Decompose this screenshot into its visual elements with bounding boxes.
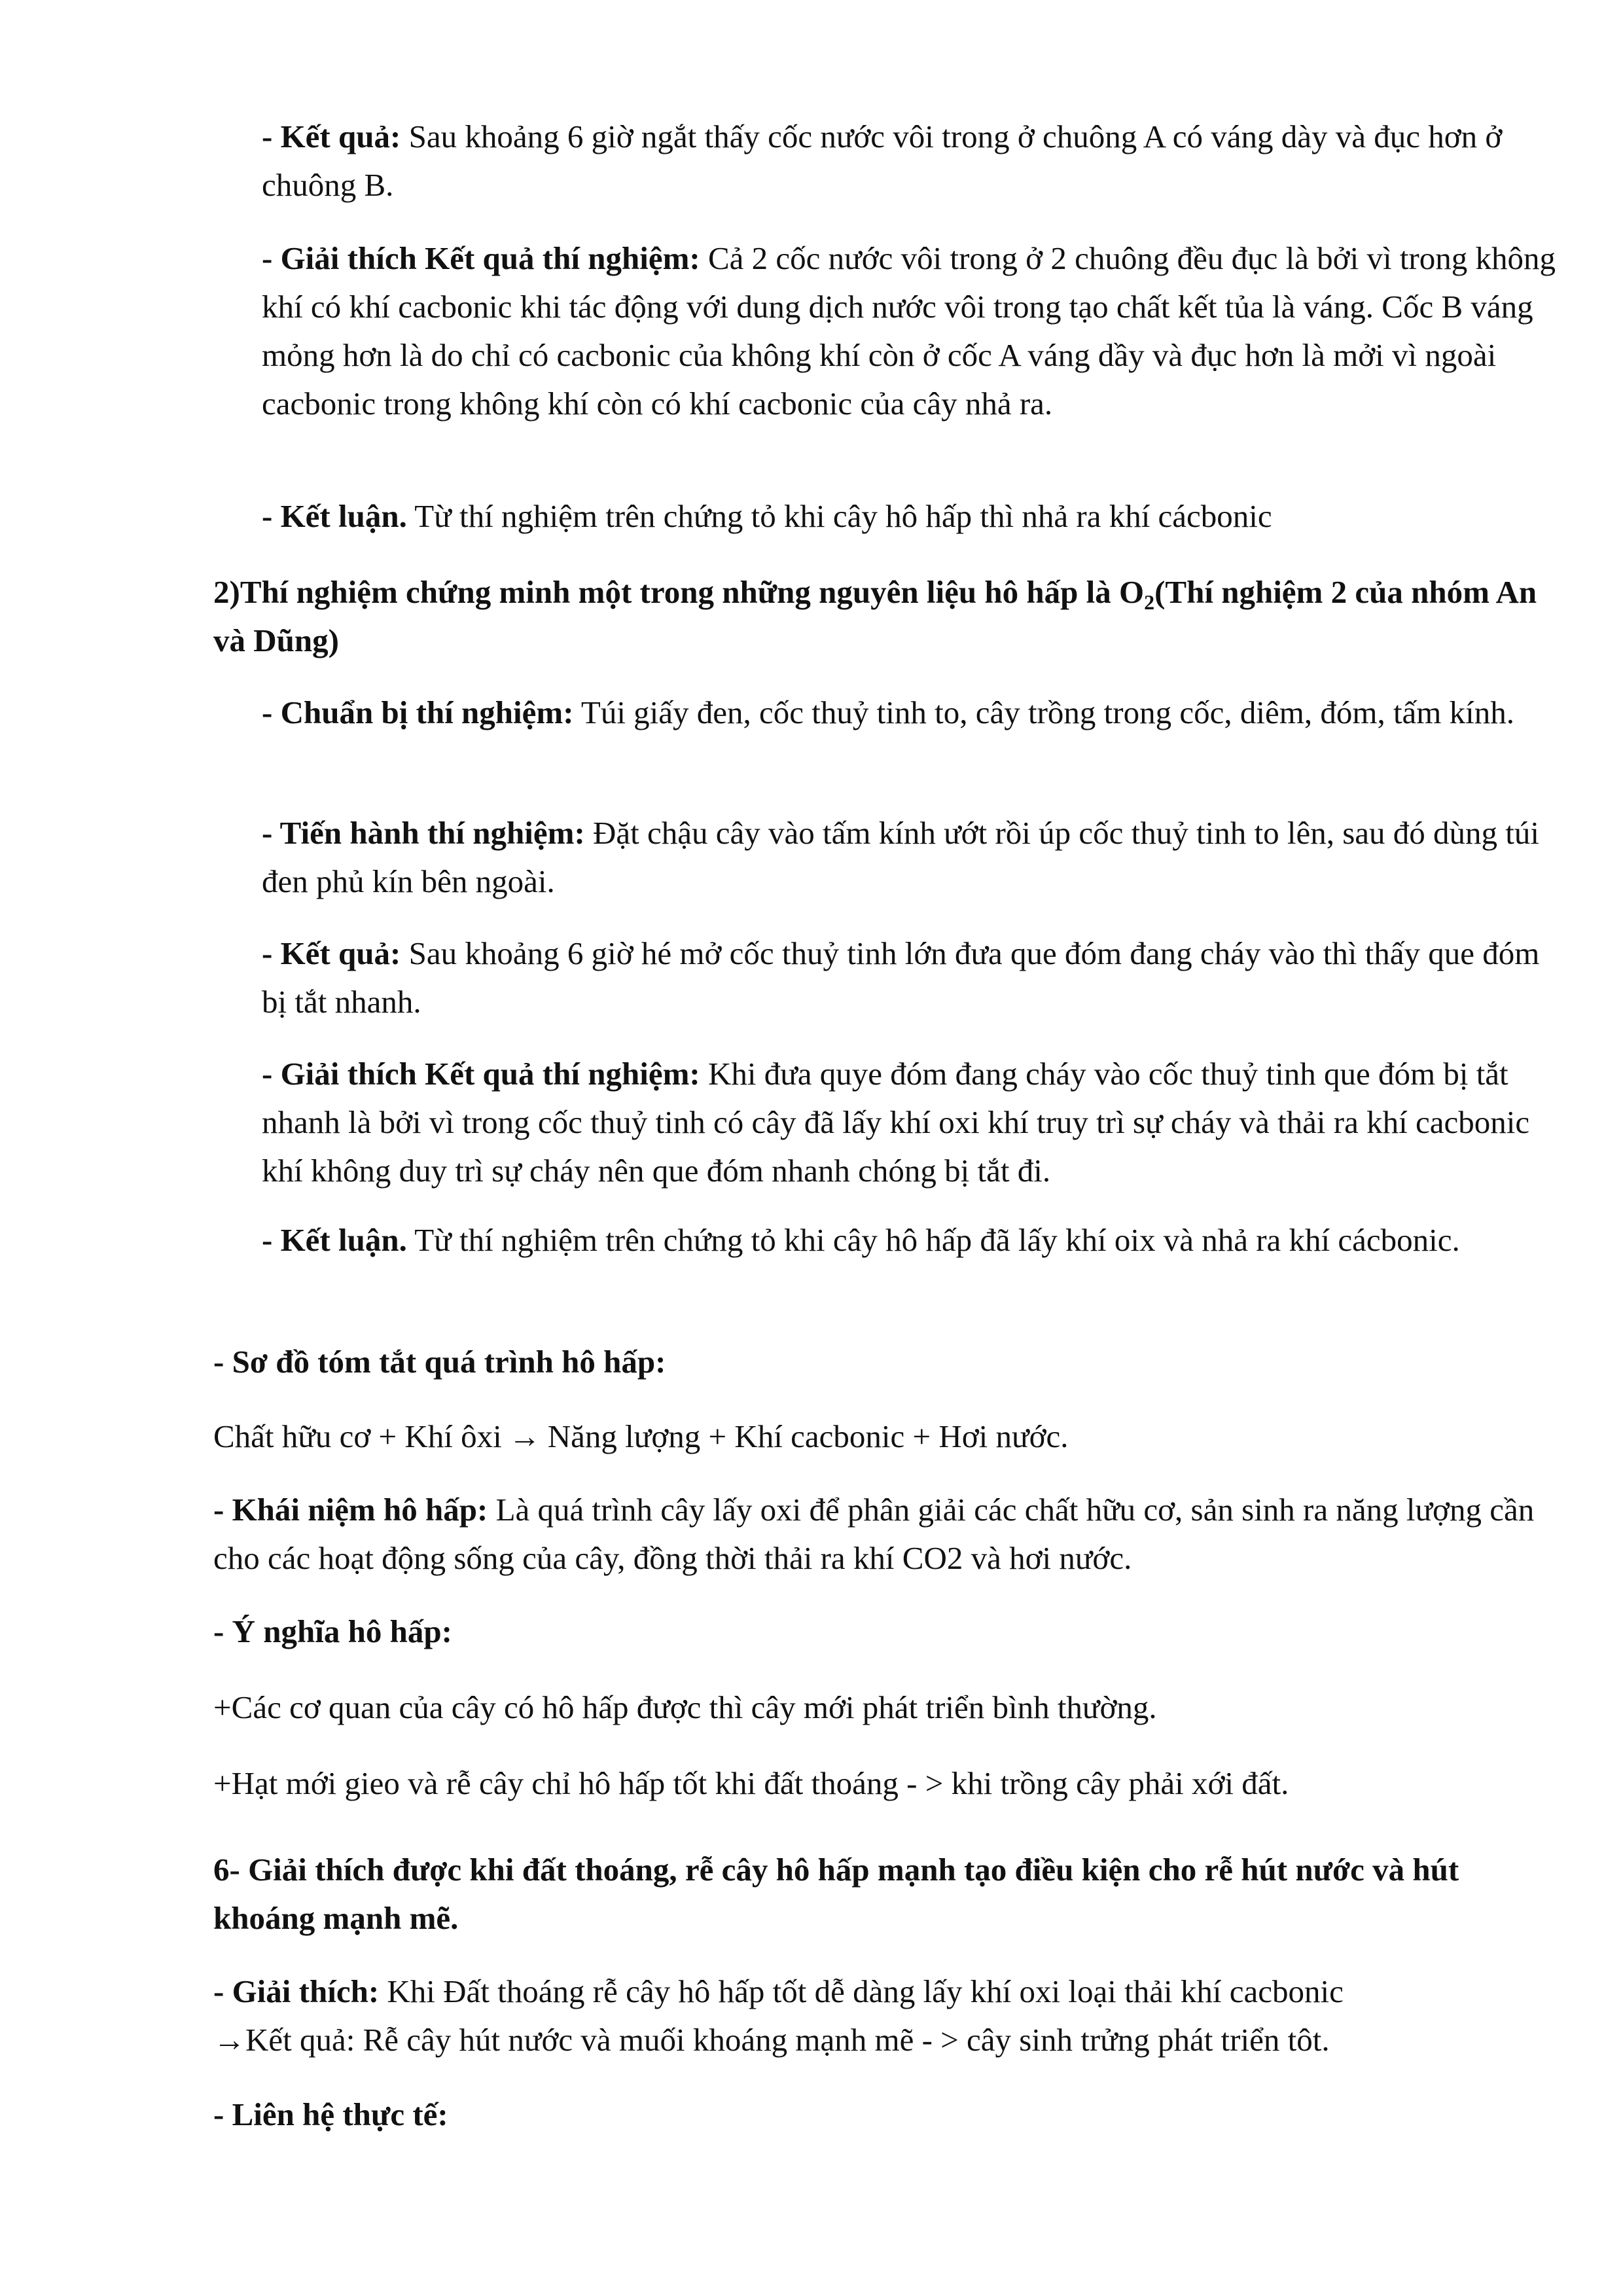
- giai-thich-2-label: - Giải thích Kết quả thí nghiệm:: [262, 1056, 700, 1092]
- respiration-equation: [213, 1412, 1564, 1461]
- ket-luan-1-label: - Kết luận.: [262, 498, 407, 534]
- khai-niem-label: - Khái niệm hô hấp:: [213, 1492, 488, 1528]
- section-2-heading-b: (Thí nghiệm 2 của nhóm An và Dũng): [213, 574, 1537, 658]
- lien-he-heading: - Liên hệ thực tế:: [213, 2096, 448, 2132]
- giai-thich-1-text: Cả 2 cốc nước vôi trong ở 2 chuông đều đục là bởi vì trong không khí có khí cacbonic khi tác động với dung dịch nước vôi trong tạo chất kết tủa là váng. Cốc B váng mỏng hơn là do chỉ có cacbonic của không khí còn ở cốc A váng dầy và đục hơn là mởi vì ngoài cacbonic trong không khí còn có khí cacbonic của cây nhả ra.: [262, 240, 1556, 422]
- section-2-heading-a: 2)Thí nghiệm chứng minh một trong những nguyên liệu hô hấp là O: [213, 574, 1145, 610]
- giai-thich-6-label: - Giải thích:: [213, 1973, 380, 2009]
- khai-niem-text: Là quá trình cây lấy oxi để phân giải các chất hữu cơ, sản sinh ra năng lượng cần cho các hoạt động sống của cây, đồng thời thải ra khí CO2 và hơi nước.: [213, 1492, 1535, 1576]
- y-nghia-item-2: +Hạt mới gieo và rễ cây chỉ hô hấp tốt khi đất thoáng - > khi trồng cây phải xới đất.: [213, 1765, 1289, 1801]
- ket-luan-1: [262, 492, 1564, 541]
- ket-qua-1-label: - Kết quả:: [262, 118, 401, 154]
- y-nghia-item-1: +Các cơ quan của cây có hô hấp được thì cây mới phát triển bình thường.: [213, 1689, 1157, 1725]
- chuan-bi-2: [262, 689, 1564, 737]
- ket-luan-1-text: Từ thí nghiệm trên chứng tỏ khi cây hô hấp thì nhả ra khí cácbonic: [414, 498, 1272, 534]
- right-arrow-icon: →: [213, 2022, 245, 2058]
- section-2-heading: [213, 568, 1564, 665]
- chuan-bi-2-text: Túi giấy đen, cốc thuỷ tinh to, cây trồng trong cốc, diêm, đóm, tấm kính.: [580, 694, 1515, 730]
- ket-qua-1: [262, 113, 1564, 209]
- ket-qua-2-label: - Kết quả:: [262, 935, 401, 971]
- khai-niem: [213, 1486, 1564, 1583]
- giai-thich-2-text: Khi đưa quye đóm đang cháy vào cốc thuỷ tinh que đóm bị tắt nhanh là bởi vì trong cốc thuỷ tinh có cây đã lấy khí oxi khí truy trì sự cháy và thải ra khí cacbonic khí không duy trì sự cháy nên que đóm nhanh chóng bị tắt đi.: [262, 1056, 1530, 1189]
- section-2-heading-subscript: 2: [1144, 590, 1155, 614]
- ket-luan-2: [262, 1216, 1564, 1265]
- ket-luan-2-text: Từ thí nghiệm trên chứng tỏ khi cây hô hấp đã lấy khí oix và nhả ra khí cácbonic.: [414, 1222, 1460, 1258]
- so-do-heading: - Sơ đồ tóm tắt quá trình hô hấp:: [213, 1344, 666, 1380]
- ket-qua-1-text: Sau khoảng 6 giờ ngắt thấy cốc nước vôi trong ở chuông A có váng dày và đục hơn ở chuông B.: [262, 118, 1503, 203]
- giai-thich-1-label: - Giải thích Kết quả thí nghiệm:: [262, 240, 700, 276]
- tien-hanh-2: [262, 809, 1564, 906]
- giai-thich-1: [262, 234, 1564, 428]
- ket-qua-2: [262, 929, 1564, 1026]
- tien-hanh-2-label: - Tiến hành thí nghiệm:: [262, 815, 585, 851]
- giai-thich-2: [262, 1050, 1564, 1195]
- chuan-bi-2-label: - Chuẩn bị thí nghiệm:: [262, 694, 574, 730]
- section-6-heading: 6- Giải thích được khi đất thoáng, rễ cây hô hấp mạnh tạo điều kiện cho rễ hút nước và hút khoáng mạnh mẽ.: [213, 1852, 1459, 1936]
- y-nghia-heading: - Ý nghĩa hô hấp:: [213, 1613, 452, 1649]
- giai-thich-6: [213, 1967, 1564, 2016]
- ket-qua-2-text: Sau khoảng 6 giờ hé mở cốc thuỷ tinh lớn đưa que đóm đang cháy vào thì thấy que đóm bị tắt nhanh.: [262, 935, 1540, 1020]
- ket-qua-6: [213, 2016, 1564, 2064]
- ket-luan-2-label: - Kết luận.: [262, 1222, 407, 1258]
- ket-qua-6-text: Kết quả: Rễ cây hút nước và muối khoáng mạnh mẽ - > cây sinh trửng phát triển tôt.: [245, 2022, 1330, 2058]
- equation-right: Năng lượng + Khí cacbonic + Hơi nước.: [547, 1418, 1069, 1454]
- right-arrow-icon: →: [508, 1418, 541, 1454]
- tien-hanh-2-text: Đặt chậu cây vào tấm kính ướt rồi úp cốc thuỷ tinh to lên, sau đó dùng túi đen phủ kín bên ngoài.: [262, 815, 1539, 899]
- equation-left: Chất hữu cơ + Khí ôxi: [213, 1418, 502, 1454]
- giai-thich-6-text: Khi Đất thoáng rễ cây hô hấp tốt dễ dàng lấy khí oxi loại thải khí cacbonic: [387, 1973, 1344, 2009]
